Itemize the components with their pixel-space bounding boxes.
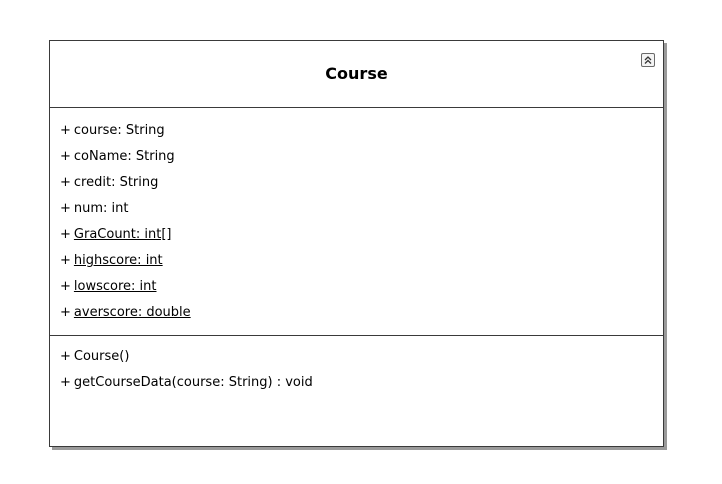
visibility-marker: +	[60, 253, 71, 268]
attribute-credit[interactable]	[50, 174, 663, 200]
visibility-marker: +	[60, 201, 71, 216]
operations-compartment	[50, 336, 663, 400]
attribute-coname[interactable]	[50, 148, 663, 174]
attribute-signature: lowscore: int	[73, 279, 157, 294]
visibility-marker: +	[60, 375, 71, 390]
visibility-marker: +	[60, 123, 71, 138]
visibility-marker: +	[60, 227, 71, 242]
visibility-marker: +	[60, 279, 71, 294]
attributes-compartment	[50, 108, 663, 336]
attribute-course[interactable]	[50, 122, 663, 148]
visibility-marker: +	[60, 349, 71, 364]
attribute-signature: course: String	[73, 123, 165, 138]
class-header	[50, 41, 663, 108]
attribute-signature: highscore: int	[73, 253, 163, 268]
double-chevron-up-icon	[642, 54, 654, 66]
collapse-button[interactable]	[641, 53, 655, 67]
attribute-highscore[interactable]	[50, 252, 663, 278]
attribute-gracount[interactable]	[50, 226, 663, 252]
visibility-marker: +	[60, 149, 71, 164]
class-name: Course	[325, 64, 388, 83]
attribute-averscore[interactable]	[50, 304, 663, 330]
operation-signature: Course()	[73, 349, 130, 364]
uml-class-box[interactable]	[49, 40, 664, 447]
operation-constructor[interactable]	[50, 348, 663, 374]
visibility-marker: +	[60, 175, 71, 190]
attribute-signature: credit: String	[73, 175, 159, 190]
attribute-signature: GraCount: int[]	[73, 227, 172, 242]
attribute-signature: averscore: double	[73, 305, 191, 320]
attribute-lowscore[interactable]	[50, 278, 663, 304]
visibility-marker: +	[60, 305, 71, 320]
attribute-signature: num: int	[73, 201, 129, 216]
operation-getcoursedata[interactable]	[50, 374, 663, 400]
attribute-num[interactable]	[50, 200, 663, 226]
operation-signature: getCourseData(course: String) : void	[73, 375, 313, 390]
attribute-signature: coName: String	[73, 149, 175, 164]
